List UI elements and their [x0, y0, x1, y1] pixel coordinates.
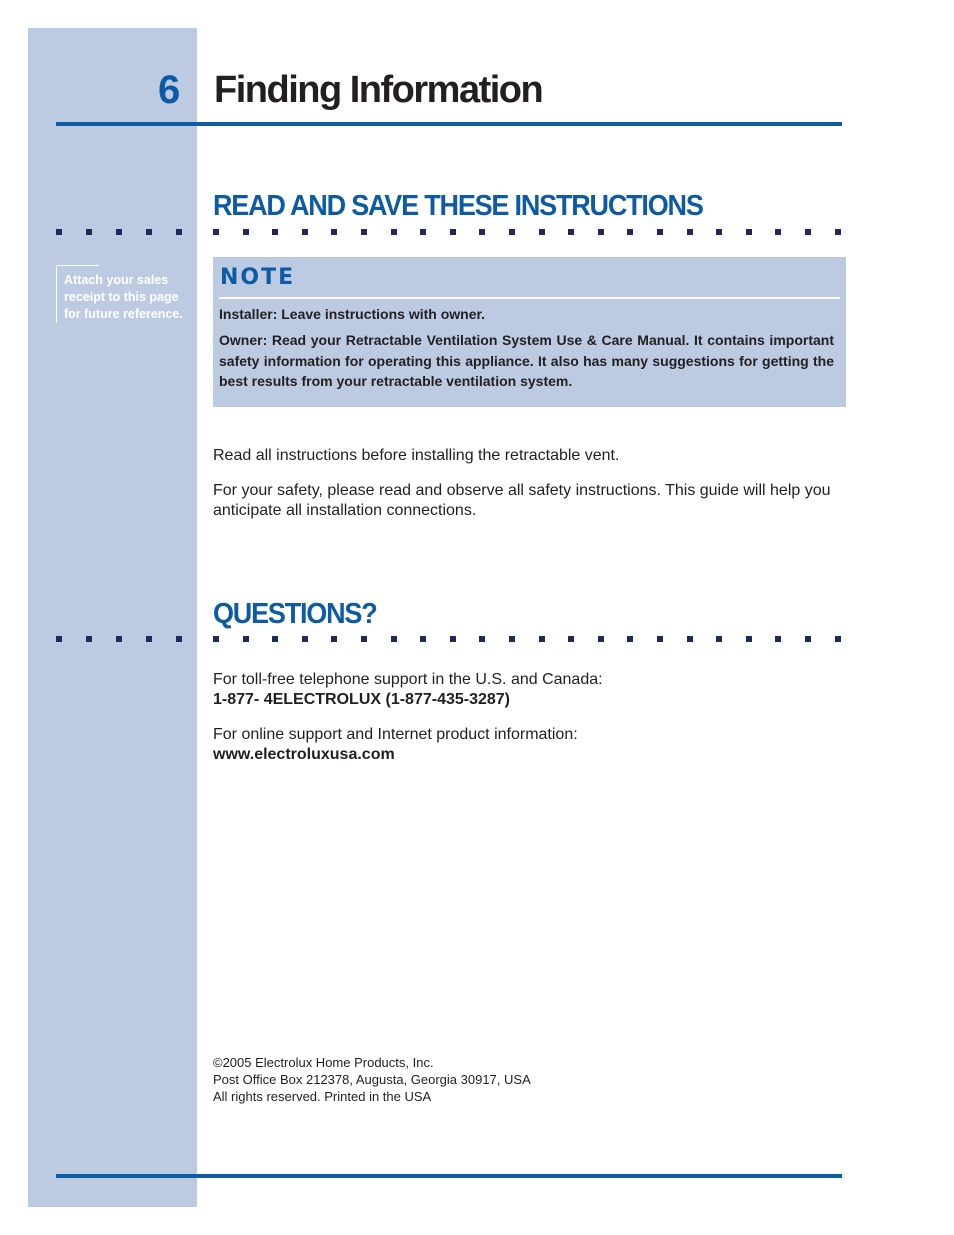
divider-dot: [716, 636, 722, 642]
divider-dot: [775, 636, 781, 642]
divider-dot: [243, 636, 249, 642]
attach-receipt-text: Attach your sales receipt to this page for future reference.: [64, 273, 183, 321]
divider-dot: [805, 229, 811, 235]
divider-dot: [176, 229, 182, 235]
note-owner-text: Owner: Read your Retractable Ventilation System Use & Care Manual. It contains important safety information for operating this appliance. It also has many suggestions for getting the best results from your retractable ventilation system.: [219, 332, 834, 389]
divider-dot: [539, 636, 545, 642]
divider-dot: [805, 636, 811, 642]
sidebar-panel: [28, 28, 197, 1207]
divider-dot: [302, 636, 308, 642]
divider-dot: [598, 636, 604, 642]
divider-dot: [56, 229, 62, 235]
phone-intro-text: For toll-free telephone support in the U.S. and Canada:: [213, 671, 603, 688]
divider-dot: [86, 229, 92, 235]
divider-dot: [775, 229, 781, 235]
chapter-number: 6: [158, 68, 181, 112]
divider-dot: [391, 229, 397, 235]
footer-copyright: ©2005 Electrolux Home Products, Inc.: [213, 1055, 434, 1070]
divider-dot: [302, 229, 308, 235]
attach-box-topline: [57, 265, 99, 266]
divider-dot: [176, 636, 182, 642]
divider-dot: [509, 229, 515, 235]
footer-address: Post Office Box 212378, Augusta, Georgia 30917, USA: [213, 1072, 531, 1087]
divider-dot: [213, 229, 219, 235]
divider-dot: [598, 229, 604, 235]
divider-dot: [243, 229, 249, 235]
footer-rule: [56, 1174, 842, 1178]
divider-dot: [627, 229, 633, 235]
footer-rights: All rights reserved. Printed in the USA: [213, 1089, 432, 1104]
divider-dot: [657, 229, 663, 235]
divider-dot: [746, 636, 752, 642]
divider-dot: [391, 636, 397, 642]
divider-dot: [450, 636, 456, 642]
divider-dot: [213, 636, 219, 642]
divider-dot: [420, 229, 426, 235]
divider-dot: [146, 229, 152, 235]
divider-dot: [272, 229, 278, 235]
divider-dot: [479, 636, 485, 642]
attach-receipt-box: [56, 266, 187, 323]
divider-dot: [86, 636, 92, 642]
divider-dot: [627, 636, 633, 642]
divider-dot: [361, 636, 367, 642]
website-link[interactable]: www.electroluxusa.com: [213, 746, 395, 763]
header-rule: [56, 122, 842, 126]
divider-dot: [450, 229, 456, 235]
divider-dot: [420, 636, 426, 642]
divider-dot: [835, 229, 841, 235]
divider-dot: [331, 229, 337, 235]
section-heading-questions: QUESTIONS?: [213, 598, 377, 630]
divider-dot: [657, 636, 663, 642]
divider-dot: [687, 229, 693, 235]
divider-dot: [146, 636, 152, 642]
divider-dot: [479, 229, 485, 235]
divider-dot: [568, 229, 574, 235]
divider-dot: [116, 229, 122, 235]
section-heading-read-save: READ AND SAVE THESE INSTRUCTIONS: [213, 190, 703, 222]
safety-text: For your safety, please read and observe all safety instructions. This guide will help you anticipate all installation connections.: [213, 482, 831, 519]
read-all-text: Read all instructions before installing the retractable vent.: [213, 447, 620, 464]
divider-dot: [331, 636, 337, 642]
phone-number: 1-877- 4ELECTROLUX (1-877-435-3287): [213, 691, 511, 708]
divider-dot: [539, 229, 545, 235]
page-title: Finding Information: [214, 69, 543, 111]
note-box: [213, 257, 846, 407]
note-title: NOTE: [220, 265, 296, 290]
divider-dot: [746, 229, 752, 235]
online-intro-text: For online support and Internet product information:: [213, 726, 578, 743]
divider-dot: [56, 636, 62, 642]
divider-dot: [568, 636, 574, 642]
note-rule: [219, 297, 840, 299]
divider-dot: [116, 636, 122, 642]
note-installer-text: Installer: Leave instructions with owner.: [219, 306, 486, 322]
divider-dot: [687, 636, 693, 642]
divider-dot: [716, 229, 722, 235]
divider-dot: [361, 229, 367, 235]
divider-dot: [272, 636, 278, 642]
divider-dot: [509, 636, 515, 642]
divider-dot: [835, 636, 841, 642]
